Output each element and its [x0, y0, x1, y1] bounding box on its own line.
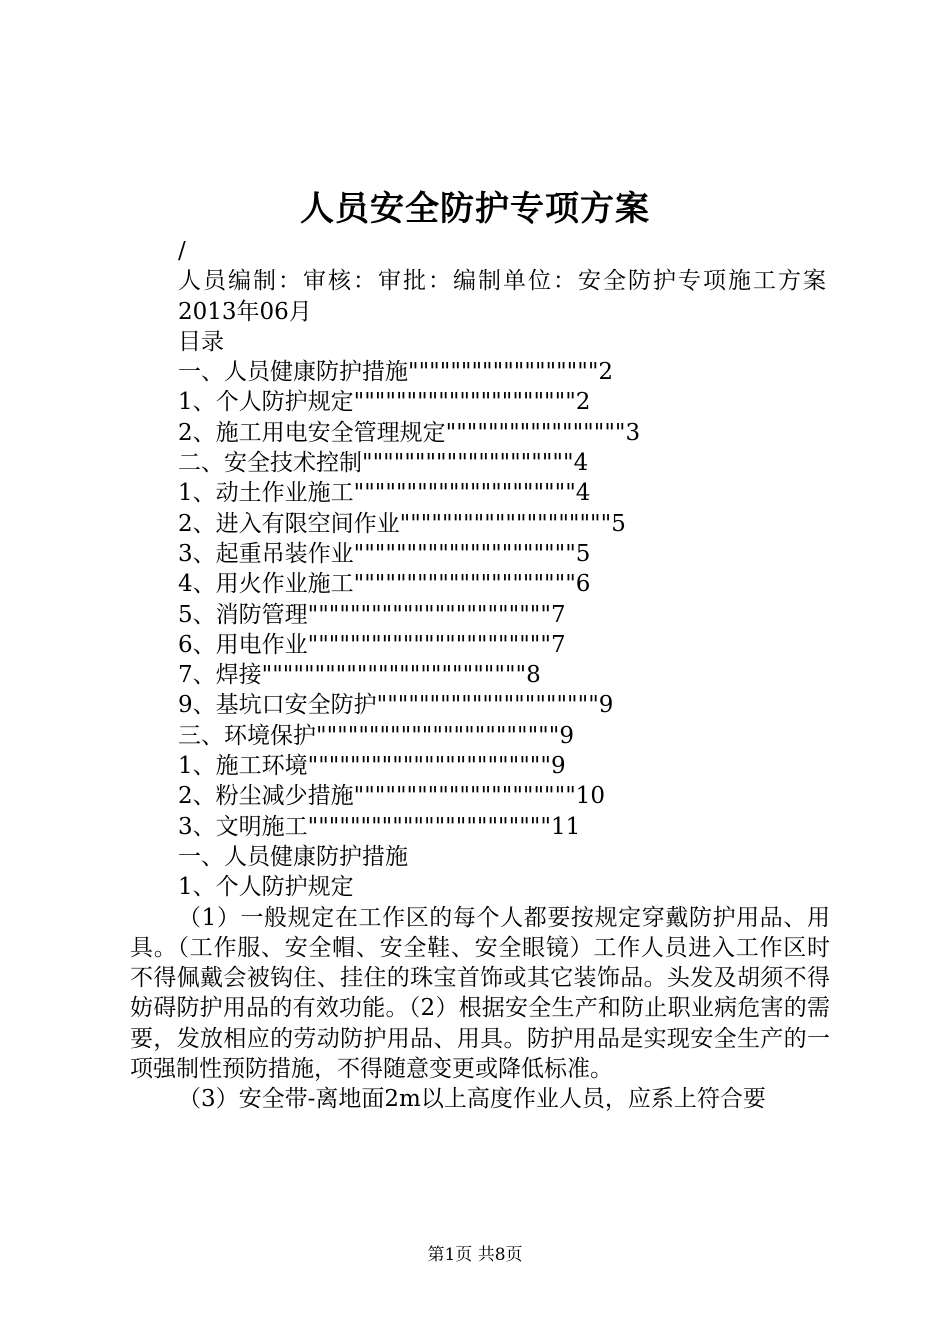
toc-entry: 二、安全技术控制""""""""""""""""""""4 [178, 450, 589, 477]
toc-entry: 1、施工环境"""""""""""""""""""""""9 [178, 753, 566, 780]
toc-entry: 4、用火作业施工"""""""""""""""""""""6 [178, 571, 591, 598]
page-footer: 第1页 共8页 [427, 1245, 523, 1265]
toc-entry: 3、文明施工"""""""""""""""""""""""11 [178, 813, 581, 840]
document-date: 2013年06月 [178, 298, 312, 325]
slash-mark: / [178, 238, 186, 264]
toc-entry: 2、进入有限空间作业""""""""""""""""""""5 [178, 510, 626, 537]
toc-entry: 5、消防管理"""""""""""""""""""""""7 [178, 601, 566, 628]
author-line: 人员编制：审核：审批：编制单位：安全防护专项施工方案 [178, 268, 828, 295]
table-of-contents [130, 357, 830, 842]
body-paragraph: （1）一般规定在工作区的每个人都要按规定穿戴防护用品、用具。（工作服、安全帽、安全鞋、安全眼镜）工作人员进入工作区时不得佩戴会被钩住、挂住的珠宝首饰或其它装饰品。头发及胡须不得妨碍防护用品的有效功能。（2）根据安全生产和防止职业病危害的需要，发放相应的劳动防护用品、用具。防护用品是实现安全生产的一项强制性预防措施，不得随意变更或降低标准。 [130, 904, 830, 1083]
document-title: 人员安全防护专项方案 [300, 189, 650, 229]
toc-entry: 9、基坑口安全防护"""""""""""""""""""""9 [178, 692, 614, 719]
toc-entry: 3、起重吊装作业"""""""""""""""""""""5 [178, 540, 591, 567]
document-body [130, 236, 830, 1115]
toc-entry: 2、施工用电安全管理规定"""""""""""""""""3 [178, 419, 641, 446]
toc-entry: 三、环境保护"""""""""""""""""""""""9 [178, 722, 574, 749]
toc-entry: 1、动土作业施工"""""""""""""""""""""4 [178, 480, 591, 507]
subsection-heading: 1、个人防护规定 [178, 874, 354, 901]
toc-entry: 一、人员健康防护措施""""""""""""""""""2 [178, 359, 614, 386]
toc-entry: 1、个人防护规定"""""""""""""""""""""2 [178, 389, 591, 416]
toc-entry: 2、粉尘减少措施"""""""""""""""""""""10 [178, 783, 606, 810]
toc-heading: 目录 [178, 328, 224, 355]
toc-entry: 6、用电作业"""""""""""""""""""""""7 [178, 631, 566, 658]
section-heading: 一、人员健康防护措施 [178, 843, 408, 870]
toc-entry: 7、焊接"""""""""""""""""""""""""8 [178, 662, 541, 689]
body-paragraph: （3）安全带-离地面2m以上高度作业人员，应系上符合要 [178, 1086, 766, 1113]
